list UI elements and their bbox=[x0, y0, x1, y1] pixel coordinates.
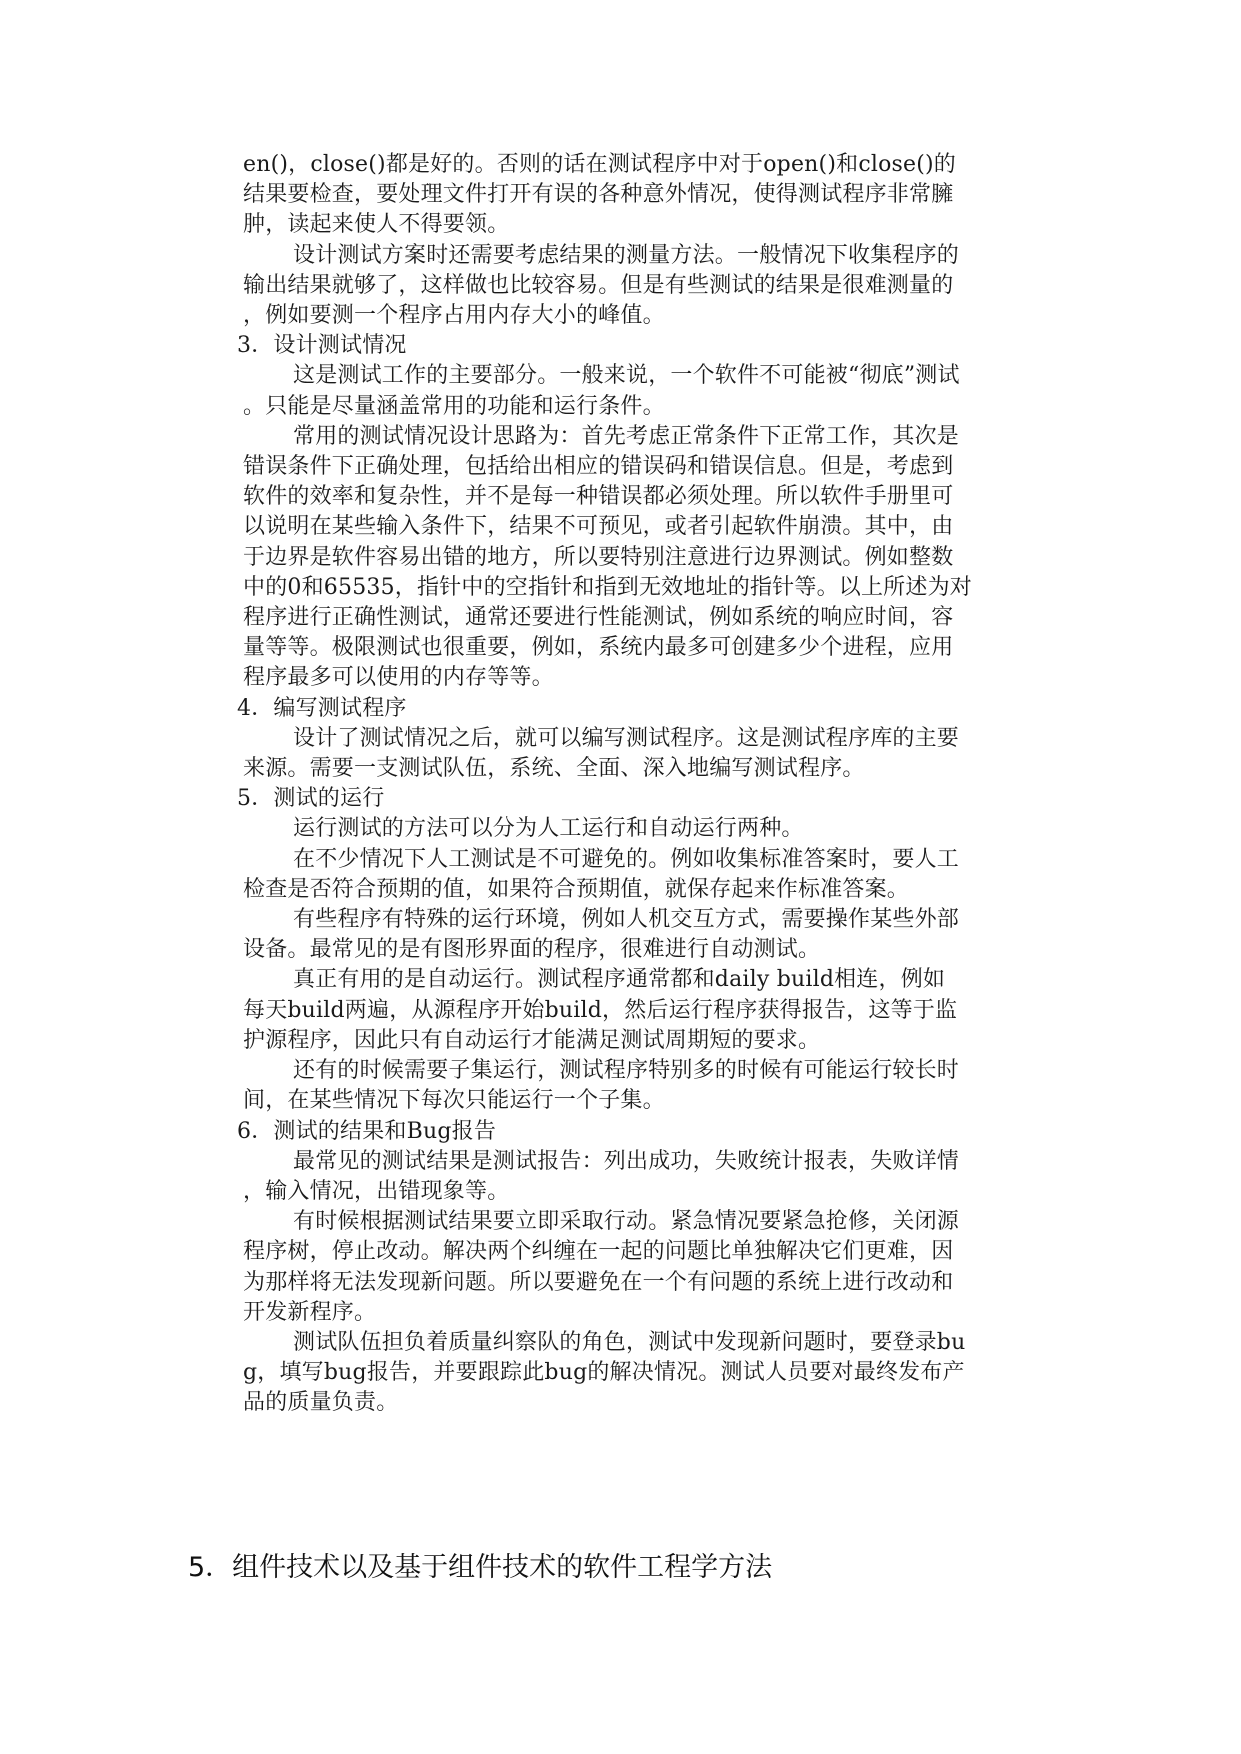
subheading-test-results-and-bug-reports: 6．测试的结果和Bug报告 bbox=[237, 1118, 497, 1144]
text-line: 为那样将无法发现新问题。所以要避免在一个有问题的系统上进行改动和 bbox=[243, 1269, 954, 1295]
text-line: 开发新程序。 bbox=[243, 1299, 377, 1325]
text-line: 每天build两遍，从源程序开始build，然后运行程序获得报告，这等于监 bbox=[243, 997, 958, 1023]
text-line: 结果要检查，要处理文件打开有误的各种意外情况，使得测试程序非常臃 bbox=[243, 182, 954, 208]
text-line: 护源程序，因此只有自动运行才能满足测试周期短的要求。 bbox=[243, 1027, 821, 1053]
text-line: 设备。最常见的是有图形界面的程序，很难进行自动测试。 bbox=[243, 937, 821, 963]
text-line: 来源。需要一支测试队伍，系统、全面、深入地编写测试程序。 bbox=[243, 756, 865, 782]
section-heading: 5．组件技术以及基于组件技术的软件工程学方法 bbox=[188, 1552, 773, 1583]
text-line: g，填写bug报告，并要跟踪此bug的解决情况。测试人员要对最终发布产 bbox=[243, 1360, 965, 1386]
text-line: 于边界是软件容易出错的地方，所以要特别注意进行边界测试。例如整数 bbox=[243, 544, 954, 570]
subheading-write-test-programs: 4．编写测试程序 bbox=[237, 695, 407, 721]
text-line: 错误条件下正确处理，包括给出相应的错误码和错误信息。但是，考虑到 bbox=[243, 454, 954, 480]
paragraph-start-line: 设计测试方案时还需要考虑结果的测量方法。一般情况下收集程序的 bbox=[293, 242, 960, 268]
subheading-test-execution: 5．测试的运行 bbox=[237, 786, 385, 812]
text-line: 程序树，停止改动。解决两个纠缠在一起的问题比单独解决它们更难，因 bbox=[243, 1239, 954, 1265]
text-line: 肿，读起来使人不得要领。 bbox=[243, 212, 510, 238]
document-body bbox=[237, 150, 1043, 1419]
text-line: 软件的效率和复杂性，并不是每一种错误都必须处理。所以软件手册里可 bbox=[243, 484, 954, 510]
paragraph-start-line: 有些程序有特殊的运行环境，例如人机交互方式，需要操作某些外部 bbox=[293, 907, 960, 933]
text-line: 中的0和65535，指针中的空指针和指到无效地址的指针等。以上所述为对 bbox=[243, 574, 972, 600]
paragraph-start-line: 运行测试的方法可以分为人工运行和自动运行两种。 bbox=[293, 816, 804, 842]
paragraph-start-line: 这是测试工作的主要部分。一般来说，一个软件不可能被“彻底”测试 bbox=[293, 363, 960, 389]
text-line: 。只能是尽量涵盖常用的功能和运行条件。 bbox=[243, 393, 665, 419]
text-line: en()，close()都是好的。否则的话在测试程序中对于open()和close()的 bbox=[243, 152, 956, 177]
subheading-design-test-cases: 3．设计测试情况 bbox=[237, 333, 407, 359]
text-line: 程序最多可以使用的内存等等。 bbox=[243, 665, 554, 691]
paragraph-start-line: 还有的时候需要子集运行，测试程序特别多的时候有可能运行较长时 bbox=[293, 1058, 960, 1084]
text-line: 检查是否符合预期的值，如果符合预期值，就保存起来作标准答案。 bbox=[243, 876, 910, 902]
text-line: ，例如要测一个程序占用内存大小的峰值。 bbox=[243, 303, 665, 329]
text-line: ，输入情况，出错现象等。 bbox=[243, 1178, 510, 1204]
paragraph-start-line: 最常见的测试结果是测试报告：列出成功，失败统计报表，失败详情 bbox=[293, 1148, 960, 1174]
paragraph-start-line: 测试队伍担负着质量纠察队的角色，测试中发现新问题时，要登录bu bbox=[293, 1329, 966, 1355]
paragraph-start-line: 常用的测试情况设计思路为：首先考虑正常条件下正常工作，其次是 bbox=[293, 423, 960, 449]
paragraph-start-line: 设计了测试情况之后，就可以编写测试程序。这是测试程序库的主要 bbox=[293, 725, 960, 751]
paragraph-start-line: 真正有用的是自动运行。测试程序通常都和daily build相连，例如 bbox=[293, 967, 946, 993]
text-line: 输出结果就够了，这样做也比较容易。但是有些测试的结果是很难测量的 bbox=[243, 272, 954, 298]
text-line: 量等等。极限测试也很重要，例如，系统内最多可创建多少个进程，应用 bbox=[243, 635, 954, 661]
text-line: 以说明在某些输入条件下，结果不可预见，或者引起软件崩溃。其中，由 bbox=[243, 514, 954, 540]
text-line: 间，在某些情况下每次只能运行一个子集。 bbox=[243, 1088, 665, 1114]
text-line: 程序进行正确性测试，通常还要进行性能测试，例如系统的响应时间，容 bbox=[243, 605, 954, 631]
paragraph-start-line: 有时候根据测试结果要立即采取行动。紧急情况要紧急抢修，关闭源 bbox=[293, 1209, 960, 1235]
paragraph-start-line: 在不少情况下人工测试是不可避免的。例如收集标准答案时，要人工 bbox=[293, 846, 960, 872]
text-line: 品的质量负责。 bbox=[243, 1390, 399, 1416]
